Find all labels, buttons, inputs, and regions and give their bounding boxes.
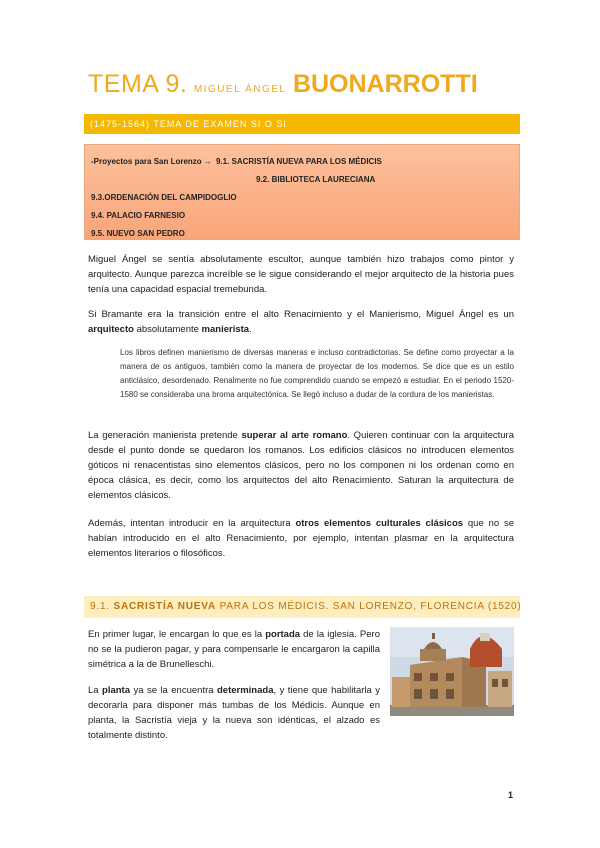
text-run: Además, intentan introducir en la arquitectura (88, 518, 296, 529)
index-item: 9.4. PALACIO FARNESIO (91, 211, 186, 220)
bold-term: superar al arte romano (241, 430, 348, 441)
section-title-rest: PARA LOS MÉDICIS. SAN LORENZO, FLORENCIA (1520) (216, 601, 522, 612)
section-header-sacristia (84, 596, 520, 618)
text-run: Si Bramante era la transición entre el alto Renacimiento y el Manierismo, Miguel Ángel es un (88, 309, 514, 320)
text-run: de la iglesia. Pero no se la pudieron pagar, y para compensarle le encargaron la capilla simétrica a la de Brunelleschi. (88, 629, 380, 670)
text-run: . Quieren continuar con la arquitectura desde el punto donde se quedaron los romanos. Los edificios clásicos no introducen elementos góticos ni renacentistas sino elementos clásicos, pero no los componen ni los ordenan como en época clásica, es decir, como los arquitectos del alto Renacimiento. Saturan la arquitectura de elementos clásicos. (88, 430, 514, 501)
paragraph-planta (88, 683, 380, 743)
dates-banner: (1475-1564) TEMA DE EXAMEN SI O SI (84, 114, 520, 134)
sacristia-photo (390, 627, 514, 716)
bold-term: planta (102, 685, 131, 696)
manierismo-quote: Los libros definen manierismo de diversas maneras e incluso contradictorias. Se define como proyectar a la manera de os antiguos, también como la manera de proyectar de los modernos. Se dice que es un estilo anticlásico, desordenado. Renalmente no fue comprendido cuando se empezó a estudiar. En el periodo 1520-1580 se consideraba una broma arquitectónica. Se llegó incluso a dudar de la cordura de los manieristas. (120, 348, 514, 399)
title-surname: BUONARROTTI (292, 70, 478, 98)
index-item: 9.5. NUEVO SAN PEDRO (91, 229, 185, 238)
bold-term: otros elementos culturales clásicos (295, 518, 464, 529)
arrow-right-icon: → (203, 157, 212, 166)
text-run: ya se la encuentra (130, 685, 217, 696)
index-item: 9.2. BIBLIOTECA LAURECIANA (256, 175, 376, 184)
paragraph-cultural (88, 516, 514, 561)
index-line-1 (91, 153, 513, 171)
section-number: 9.1. (90, 601, 114, 612)
project-index-box (84, 144, 520, 240)
title-first-name: MIGUEL ÁNGEL (193, 84, 287, 95)
bold-term: portada (265, 629, 301, 640)
title-topic-number: TEMA 9. (88, 70, 188, 98)
bold-term: arquitecto (88, 324, 134, 335)
text-run: En primer lugar, le encargan lo que es la (88, 629, 266, 640)
index-item: 9.1. SACRISTÍA NUEVA PARA LOS MÉDICIS (215, 157, 382, 166)
text-run: . (249, 324, 252, 335)
section-title-bold: SACRISTÍA NUEVA (113, 601, 217, 612)
index-item: 9.3.ORDENACIÓN DEL CAMPIDOGLIO (91, 193, 237, 202)
page-title (88, 70, 478, 99)
page-number: 1 (508, 790, 514, 800)
index-line-2 (91, 171, 513, 189)
index-line-4 (91, 207, 513, 225)
paragraph-bramante (88, 307, 514, 337)
text-run: que no se habían introducido en el alto Renacimiento, por ejemplo, intentan plasmar en la arquitectura elementos literarios o filosóficos. (88, 518, 514, 559)
paragraph-portada (88, 627, 380, 672)
text-run: La generación manierista pretende (88, 430, 242, 441)
text-run: La (88, 685, 103, 696)
bold-term: manierista (201, 324, 250, 335)
paragraph-intro: Miguel Ángel se sentía absolutamente escultor, aunque también hizo trabajos como pintor y arquitecto. Aunque parezca increíble se le sigue considerando el mejor arquitecto de la historia pues tenía una capacidad espacial tremebunda. (88, 254, 514, 295)
text-run: absolutamente (133, 324, 202, 335)
index-line-3 (91, 189, 513, 207)
text-run: , y tiene que habilitarla y decorarla para disponer más tumbas de los Médicis. Aunque en planta, la Sacristía vieja y la nueva son idénticas, el alzado es totalmente distinto. (88, 685, 380, 741)
index-line-5 (91, 225, 513, 243)
paragraph-generation (88, 428, 514, 503)
index-prefix: -Proyectos para San Lorenzo (91, 157, 202, 166)
bold-term: determinada (216, 685, 274, 696)
